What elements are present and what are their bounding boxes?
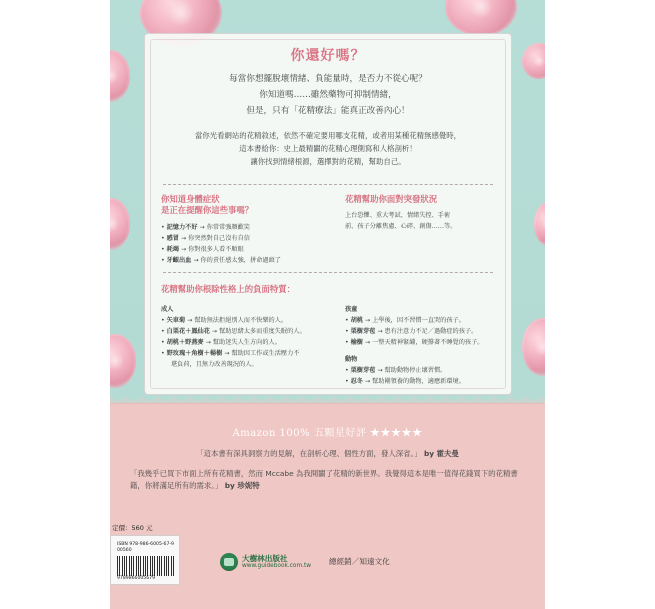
adults-label: 成人 [161,306,174,313]
trait-item [345,376,465,387]
symptom-item [161,255,281,266]
arrow-icon: → [363,339,373,346]
trait-item [161,326,306,337]
section-divider [163,272,493,273]
trait-left: 胡桃＋野燕麥 [166,339,204,346]
list-bullet: • [345,378,351,385]
trait-left: 野玫瑰＋角樹＋楊樹 [166,350,223,357]
cherry-blossom-decoration [534,202,545,246]
symptoms-list [161,222,281,266]
emergency-line: 前、孩子分離焦慮、心碎、創傷……等。 [345,223,457,230]
barcode-number: 9789866005679 [117,576,155,581]
intro-secondary-line: 這本書給你：史上最精闢的花精心理側寫和人格剖析！ [239,144,417,153]
symptom-item [161,233,281,244]
trait-right: 幫助無法拒絕別人而不快樂的人。 [194,317,288,324]
intro-secondary-line: 當你光看網站的花精敘述，依然不確定要用哪支花精，或者用某種花精無感覺時， [194,131,462,140]
symptom-right: 你的責任感太強，拼命過頭了 [200,257,281,264]
section-divider [163,184,493,185]
trait-item [161,315,306,326]
trait-right: 患有注意力不足／過動症的孩子。 [384,328,478,335]
distributor: 總經銷／知遠文化 [329,557,390,566]
children-list [345,315,484,348]
isbn-code: 00560 [117,548,132,553]
adults-list [161,315,306,370]
emergency-section-title: 花精幫助你面對突發狀況 [345,194,438,204]
intro-secondary-line: 讓你找到情緒根源，選擇對的花精，幫助自己。 [250,157,406,166]
symptoms-title-line: 你知道身體症狀 [161,194,220,204]
list-bullet: • [161,317,167,324]
review-1 [130,448,525,460]
trait-left: 榆樹 [350,339,363,346]
trait-item [345,315,484,326]
review-2 [130,468,525,492]
list-bullet: • [161,328,167,335]
isbn-box [110,535,180,585]
trait-item [345,365,465,376]
review-text: 「這本書有深具洞察力的見解，在剖析心理、個性方面，發人深省。」 [196,449,422,458]
children-label: 孩童 [345,306,358,313]
cherry-blossom-decoration [522,318,545,376]
trait-right: 上學後，因不習慣一直哭的孩子。 [372,317,465,324]
price: 定價：560 元 [112,524,153,532]
emergency-line: 上台恐懼、重大考試、情緒失控、手術 [345,212,451,219]
arrow-icon: → [179,246,189,253]
publisher-icon [220,553,238,571]
arrow-icon: → [185,317,195,324]
arrow-icon: → [363,378,373,385]
cherry-blossom-decoration [110,334,136,388]
arrow-icon: → [375,328,385,335]
symptom-item [161,244,281,255]
symptom-left: 記憶力不好 [166,224,198,231]
intro-line: 你知道嗎……雖然藥物可抑制情緒， [259,90,397,100]
trait-item [161,337,306,348]
arrow-icon: → [179,235,189,242]
trait-right: 幫助動物停止壞習慣。 [384,367,447,374]
intro-line: 但是，只有「花精療法」能真正改善內心！ [246,106,410,116]
symptom-left: 耗竭 [166,246,179,253]
trait-left: 矢車菊 [166,317,186,324]
trait-item-wrap: 堪負荷，且無力改善現況的人。 [171,361,258,368]
list-bullet: • [345,317,351,324]
symptom-left: 感冒 [166,235,179,242]
cherry-blossom-decoration [445,0,517,36]
animals-list [345,365,465,387]
intro-paragraph [145,71,511,119]
publisher-logo [220,552,330,574]
intro-secondary-paragraph [155,129,501,168]
list-bullet: • [161,246,167,253]
trait-left: 忍冬 [350,378,363,385]
review-by: by 珍妮特 [224,481,260,490]
trait-left: 栗樹芽苞 [350,328,376,335]
symptom-item [161,222,281,233]
arrow-icon: → [222,350,232,357]
arrow-icon: → [191,257,201,264]
price-and-isbn [110,523,180,609]
trait-left: 胡桃 [350,317,363,324]
cherry-blossom-decoration [110,198,130,250]
cherry-blossom-decoration [522,43,545,79]
symptoms-section-title [161,194,253,216]
intro-line: 每當你想擺脫壞情緒、負能量時，是否力不從心呢？ [229,74,427,84]
bottom-review-band [110,403,545,609]
symptom-right: 你對很多人看不順眼 [188,246,244,253]
negative-traits-title: 花精幫助你根除性格上的負面特質： [161,284,295,294]
trait-right: 幫助剛領養的動物，適應新環境。 [372,378,465,385]
arrow-icon: → [197,224,207,231]
trait-right: 幫助因工作或生活壓力不 [231,350,300,357]
review-by: by 霍夫曼 [423,449,459,458]
trait-right: 幫助思緒太多而重度失眠的人。 [219,328,306,335]
cherry-blossom-decoration [110,50,130,102]
symptoms-title-line: 是正在提醒你這些事嗎？ [161,205,254,215]
animals-label: 動物 [345,356,358,363]
list-bullet: • [345,328,351,335]
symptom-left: 牙齦出血 [166,257,192,264]
list-bullet: • [161,257,167,264]
isbn-number: ISBN 978-986-6005-67-9 [117,542,174,547]
symptom-right: 你突然對自己沒有自信 [188,235,250,242]
symptom-right: 你常常強顏歡笑 [206,224,250,231]
list-bullet: • [161,350,167,357]
trait-item [345,337,484,348]
page-title: 你還好嗎？ [290,48,366,64]
scalloped-edge-decoration [110,392,545,414]
list-bullet: • [161,235,167,242]
review-text: 「我幾乎已買下市面上所有花精書，然而 Mccabe 為我開闢了花精的新世界。我覺得這本是唯一值得花錢買下的花精書籍，你將滿足所有的需求。」 [130,469,518,490]
arrow-icon: → [363,317,373,324]
trait-item [345,326,484,337]
trait-item [161,348,306,359]
arrow-icon: → [375,367,385,374]
trait-right: 幫助迷失人生方向的人。 [212,339,281,346]
trait-right: 一整天精神緊繃，硬撐著不睡覺的孩子。 [372,339,484,346]
isbn-text [117,542,175,554]
arrow-icon: → [209,328,220,335]
reviews-title: Amazon 100% 五顆星好評 ★★★★★ [232,428,423,439]
arrow-icon: → [203,339,213,346]
list-bullet: • [161,339,167,346]
publisher-website: www.guidebook.com.tw [242,563,311,569]
trait-left: 栗樹芽苞 [350,367,376,374]
barcode-icon [117,556,175,576]
back-cover [110,0,545,609]
publisher-name: 大樹林出版社 [242,554,288,563]
list-bullet: • [345,339,351,346]
list-bullet: • [161,224,167,231]
list-bullet: • [345,367,351,374]
emergency-text [345,210,456,232]
trait-left: 白栗花＋鳳仙花 [166,328,210,335]
content-panel [144,33,512,395]
